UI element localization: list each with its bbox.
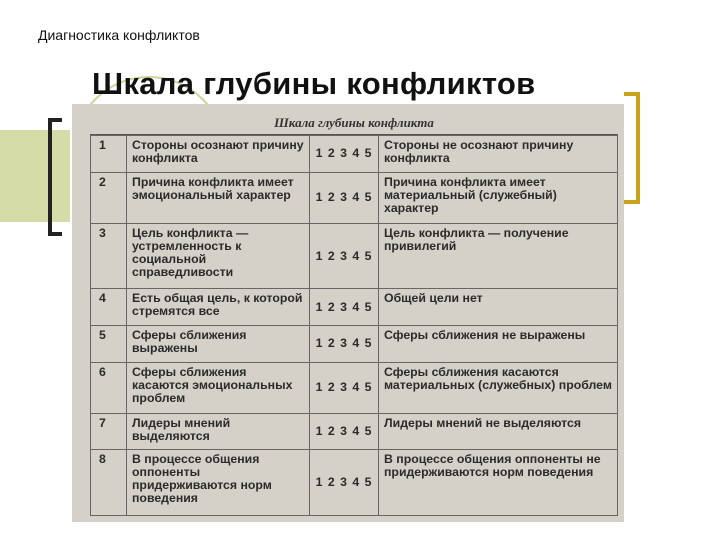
table-row [91, 362, 618, 413]
row-number: 7 [91, 413, 127, 450]
left-criterion: Стороны осознают причину конфликта [127, 136, 310, 173]
rating-scale: 1 2 3 4 5 [310, 223, 379, 289]
table-row [91, 413, 618, 450]
row-number: 4 [91, 289, 127, 326]
row-number: 3 [91, 223, 127, 289]
right-bracket-decoration [624, 92, 640, 204]
table-row [91, 325, 618, 362]
row-number: 1 [91, 136, 127, 173]
table-row [91, 450, 618, 516]
slide-title: Шкала глубины конфликтов [92, 66, 536, 101]
right-criterion: Сферы сближения касаются материальных (служебных) проблем [379, 362, 618, 413]
row-number: 2 [91, 172, 127, 223]
left-bracket-decoration [48, 118, 62, 236]
left-criterion: Лидеры мнений выделяются [127, 413, 310, 450]
table-row [91, 289, 618, 326]
left-criterion: В процессе общения оппоненты придерживаются норм поведения [127, 450, 310, 516]
section-label: Диагностика конфликтов [38, 27, 200, 43]
rating-scale: 1 2 3 4 5 [310, 362, 379, 413]
right-criterion: Общей цели нет [379, 289, 618, 326]
row-number: 8 [91, 450, 127, 516]
row-number: 5 [91, 325, 127, 362]
right-criterion: Стороны не осознают причину конфликта [379, 136, 618, 173]
rating-scale: 1 2 3 4 5 [310, 172, 379, 223]
left-criterion: Цель конфликта — устремленность к социальной справедливости [127, 223, 310, 289]
left-criterion: Есть общая цель, к которой стремятся все [127, 289, 310, 326]
table-row [91, 223, 618, 289]
scanned-table-image [72, 104, 624, 522]
right-criterion: Цель конфликта — получение привилегий [379, 223, 618, 289]
rating-scale: 1 2 3 4 5 [310, 289, 379, 326]
rating-scale: 1 2 3 4 5 [310, 413, 379, 450]
right-criterion: Сферы сближения не выражены [379, 325, 618, 362]
conflict-depth-table [90, 135, 618, 516]
left-criterion: Сферы сближения выражены [127, 325, 310, 362]
table-title: Шкала глубины конфликта [90, 112, 618, 135]
row-number: 6 [91, 362, 127, 413]
right-criterion: Причина конфликта имеет материальный (служебный) характер [379, 172, 618, 223]
rating-scale: 1 2 3 4 5 [310, 450, 379, 516]
table-row [91, 172, 618, 223]
left-criterion: Сферы сближения касаются эмоциональных проблем [127, 362, 310, 413]
right-criterion: В процессе общения оппоненты не придерживаются норм поведения [379, 450, 618, 516]
right-criterion: Лидеры мнений не выделяются [379, 413, 618, 450]
rating-scale: 1 2 3 4 5 [310, 325, 379, 362]
left-criterion: Причина конфликта имеет эмоциональный характер [127, 172, 310, 223]
table-row [91, 136, 618, 173]
rating-scale: 1 2 3 4 5 [310, 136, 379, 173]
